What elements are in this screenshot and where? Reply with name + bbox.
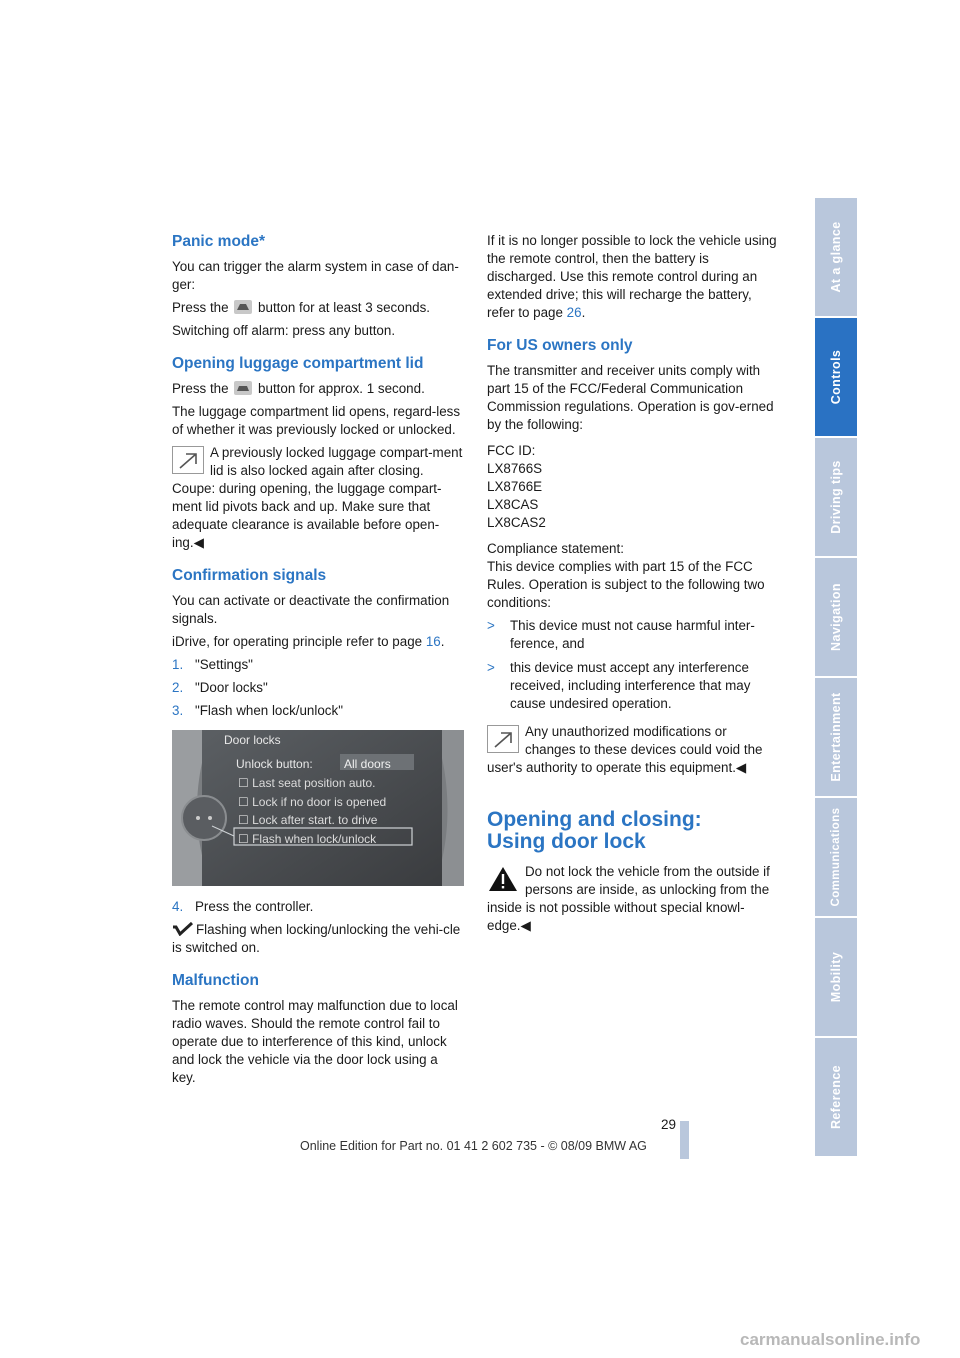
fcc-intro: The transmitter and receiver units comply with part 15 of the FCC/Federal Communication Commission regulations. Operation is gov-erned by the following: [487,363,774,432]
fcc-note: Any unauthorized modifications or changes to these devices could void the user's authority to operate this equipment.◀ [487,724,763,775]
tab-navigation[interactable]: Navigation [815,558,857,678]
screen-option: ☐ Lock if no door is opened [238,794,387,809]
page-number: 29 [660,1117,676,1132]
us-owners-heading: For US owners only [487,337,633,354]
luggage-opens: The luggage compartment lid opens, regard-less of whether it was previously locked or unlocked. [172,404,461,437]
luggage-note: A previously locked luggage compart-ment lid is also locked again after closing. Coupe: during opening, the luggage compart-ment lid pivots back and up. Make sure that adequate clearance is available before open-ing.◀ [172,445,463,550]
remote-trunk-button-icon [234,381,252,395]
tab-mobility[interactable]: Mobility [815,918,857,1038]
note-arrow-icon [487,725,519,753]
fcc-ids: FCC ID: LX8766S LX8766E LX8CAS LX8CAS2 [487,443,546,530]
watermark: carmanualsonline.info [740,1330,921,1349]
idrive-ref: iDrive, for operating principle refer to page 16. [172,634,445,649]
warning-triangle-icon [487,865,519,893]
tab-reference[interactable]: Reference [815,1038,857,1158]
left-column [172,232,464,1092]
remote-panic-button-icon [234,300,252,314]
tab-controls[interactable]: Controls [815,318,857,438]
tab-driving-tips[interactable]: Driving tips [815,438,857,558]
right-column [487,232,779,935]
note-arrow-icon [172,446,204,474]
screen-option: ☐ Last seat position auto. [238,776,376,790]
tab-at-a-glance[interactable]: At a glance [815,198,857,318]
panic-press: Press the button for at least 3 seconds. [172,300,431,315]
fcc-condition-1: > This device must not cause harmful inter-ference, and [487,618,755,651]
flash-result: Flashing when locking/unlocking the vehi-cle is switched on. [172,922,461,955]
footer-edition: Online Edition for Part no. 01 41 2 602 735 - © 08/09 BMW AG [300,1139,647,1153]
screen-unlock-label: Unlock button: [236,757,313,771]
step-1: 1. "Settings" [172,657,253,672]
malfunction-heading: Malfunction [172,972,259,989]
page-link-16[interactable]: 16 [425,634,441,649]
panic-off: Switching off alarm: press any button. [172,323,396,338]
screen-options [238,774,386,848]
confirmation-heading: Confirmation signals [172,567,327,584]
page-link-26[interactable]: 26 [566,305,582,320]
door-lock-heading: Opening and closing: Using door lock [487,808,702,853]
tab-communications[interactable]: Communications [815,798,857,918]
tab-entertainment[interactable]: Entertainment [815,678,857,798]
door-lock-warning: Do not lock the vehicle from the outside if persons are inside, as unlocking from the inside is not possible without special knowl-edge.◀ [487,864,770,933]
luggage-heading: Opening luggage compartment lid [172,355,424,372]
battery-text: If it is no longer possible to lock the vehicle using the remote control, then the battery is discharged. Use this remote control during an extended drive; this will recharge the battery, refer to page 26. [487,233,777,320]
screen-option: ☐ Flash when lock/unlock [238,831,377,846]
malfunction-text: The remote control may malfunction due to local radio waves. Should the remote control fail to operate due to interference of this kind, unlock and lock the vehicle via the door lock using a key. [172,998,458,1085]
chapter-tabs [815,198,857,1158]
panic-mode-heading: Panic mode* [172,233,266,250]
screen-option: ☐ Lock after start. to drive [238,813,378,827]
luggage-press: Press the button for approx. 1 second. [172,381,425,396]
panic-intro: You can trigger the alarm system in case of dan-ger: [172,259,459,292]
step-3: 3. "Flash when lock/unlock" [172,703,343,718]
step-4: 4. Press the controller. [172,899,314,914]
screen-unlock-value: All doors [344,757,391,771]
step-2: 2. "Door locks" [172,680,268,695]
confirmation-intro: You can activate or deactivate the confirmation signals. [172,593,450,626]
compliance-statement: Compliance statement: This device complies with part 15 of the FCC Rules. Operation is subject to the following two conditions: [487,541,765,610]
idrive-screen-photo [172,730,464,886]
screen-title: Door locks [224,733,281,747]
fcc-condition-2: > this device must accept any interference received, including interference that may cause undesired operation. [487,660,751,711]
checkmark-icon [172,922,194,936]
